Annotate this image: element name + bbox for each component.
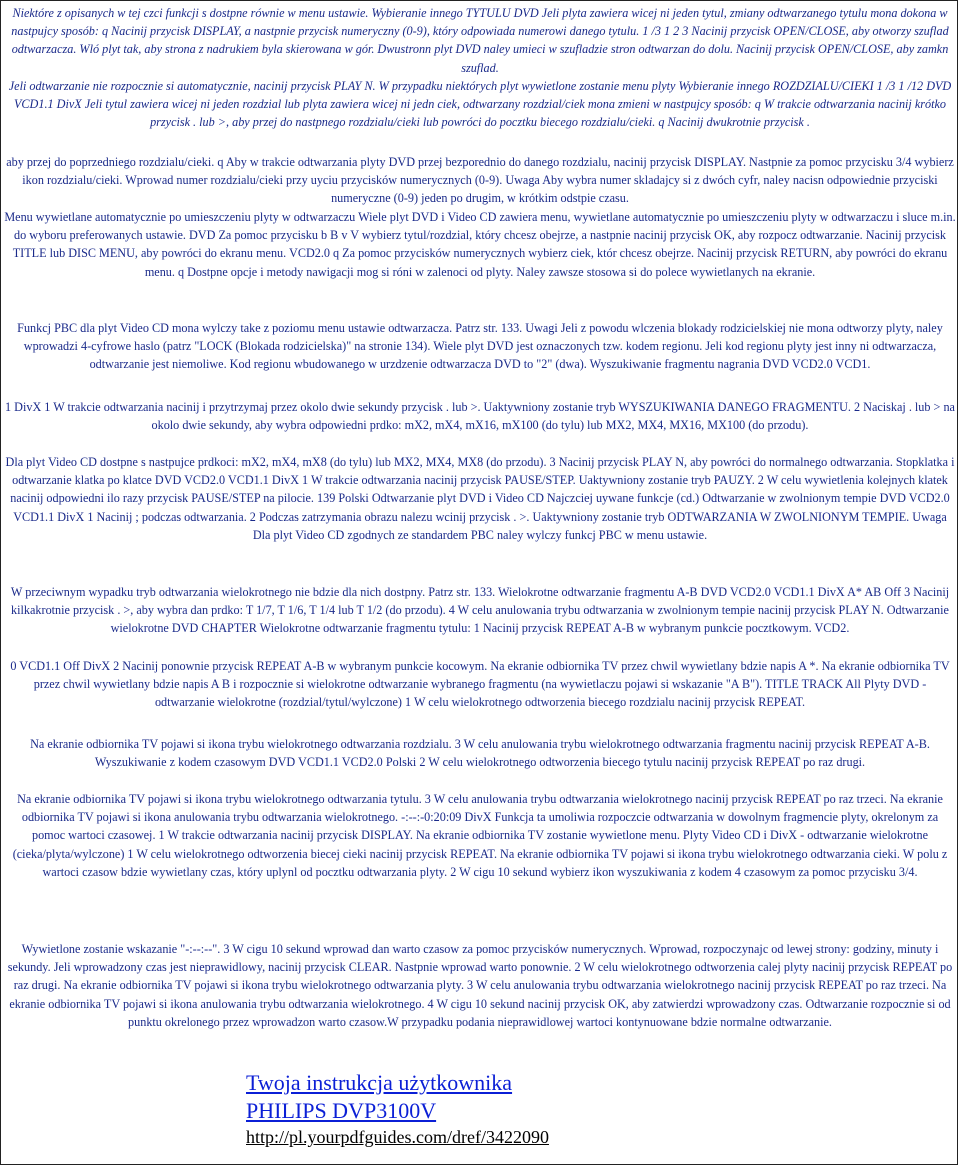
text-block-selecting-chapter: Jeli odtwarzanie nie rozpocznie si automatycznie, nacinij przycisk PLAY N. W przypadku niektórych plyt wywietlone zostanie menu plyty Wybieranie innego ROZDZIALU/CIEKI 1 /3 1 /12 DVD VCD1.1 DivX Jeli tytul zawiera wicej ni jeden rozdzial lub plyta zawiera wicej ni jedn ciek, odtwarzany rozdzial/ciek mona zmieni w nastpujcy sposób: q W trakcie odtwarzania nacinij krótko przycisk . lub >, aby przej do nastpnego rozdzialu/cieki lub powróci do pocztku biecego rozdzialu/cieki. q Nacinij dwukrotnie przycisk . [8, 79, 952, 130]
text-block-previous-chapter: aby przej do poprzedniego rozdzialu/cieki. q Aby w trakcie odtwarzania plyty DVD przej bezporednio do danego rozdzialu, nacinij przycisk DISPLAY. Nastpnie za pomoc przycisku 3/4 wybierz ikon rozdzialu/cieki. Wprowad numer rozdzialu/cieki przy uyciu przycisków numerycznych (0-9). Uwaga Aby wybra numer skladajcy si z dwóch cyfr, naley nacisn odpowiednie przyciski numeryczne (0-9) jeden po drugim, w krótkim odstpie czasu. [6, 155, 954, 206]
text-block-repeat-ab: W przeciwnym wypadku tryb odtwarzania wielokrotnego nie bdzie dla nich dostpny. Patrz str. 133. Wielokrotne odtwarzanie fragmentu A-B DVD VCD2.0 VCD1.1 DivX A* AB Off 3 Nacinij kilkakrotnie przycisk . >, aby wybra dan prdko: T 1/7, T 1/6, T 1/4 lub T 1/2 (do przodu). 4 W celu anulowania trybu odtwarzania w zwolnionym tempie nacinij przycisk PLAY N. Odtwarzanie wielokrotne DVD CHAPTER Wielokrotne odtwarzanie fragmentu tytulu: 1 Nacinij przycisk REPEAT A-B w wybranym punkcie pocztkowym. VCD2. [10, 585, 950, 636]
text-block-repeat-chapter: 0 VCD1.1 Off DivX 2 Nacinij ponownie przycisk REPEAT A-B w wybranym punkcie kocowym. Na ekranie odbiornika TV przez chwil wywietlany bdzie napis A *. Na ekranie odbiornika TV przez chwil wywietlany bdzie napis A B i rozpocznie si wielokrotne odtwarzanie wybranego fragmentu (na wywietlaczu pojawi si wskazanie "A B"). TITLE TRACK All Plyty DVD - odtwarzanie wielokrotne (rozdzial/tytul/wylczone) 1 W celu wielokrotnego odtworzenia biecego rozdzialu nacinij przycisk REPEAT. [10, 659, 950, 710]
text-block-still-frame-slow-motion: Dla plyt Video CD dostpne s nastpujce prdkoci: mX2, mX4, mX8 (do tylu) lub MX2, MX4, MX8 (do przodu). 3 Nacinij przycisk PLAY N, aby powróci do normalnego odtwarzania. Stopklatka i odtwarzanie klatka po klatce DVD VCD2.0 VCD1.1 DivX 1 W trakcie odtwarzania nacinij przycisk PAUSE/STEP. Uaktywniony zostanie tryb PAUZY. 2 W celu wywietlenia kolejnych klatek nacinij odpowiedni ilo razy przycisk PAUSE/STEP na pilocie. 139 Polski Odtwarzanie plyt DVD i Video CD Najczciej uywane funkcje (cd.) Odtwarzanie w zwolnionym tempie DVD VCD2.0 VCD1.1 DivX 1 Nacinij ; podczas odtwarzania. 2 Podczas zatrzymania obrazu nalezu wcinij przycisk . >. Uaktywniony zostanie tryb ODTWARZANIA W ZWOLNIONYM TEMPIE. Uwaga Dla plyt Video CD zgodnych ze standardem PBC naley wylczy funkcj PBC w menu ustawie. [5, 455, 955, 542]
text-block-pbc-notes: Funkcj PBC dla plyt Video CD mona wylczy take z poziomu menu ustawie odtwarzacza. Patrz str. 133. Uwagi Jeli z powodu wlczenia blokady rodzicielskiej nie mona odtworzy plyty, naley wprowadzi 4-cyfrowe haslo (patrz "LOCK (Blokada rodzicielska)" na stronie 134). Wiele plyt DVD jest oznaczonych tzw. kodem regionu. Jeli kod regionu plyty jest inny ni odtwarzacza, odtwarzanie jest niemoliwe. Kod regionu wbudowanego w urzdzenie odtwarzacza DVD to "2" (dwa). Wyszukiwanie fragmentu nagrania DVD VCD2.0 VCD1. [17, 321, 943, 372]
text-block-repeat-title: Na ekranie odbiornika TV pojawi si ikona trybu wielokrotnego odtwarzania rozdzialu. 3 W celu anulowania trybu wielokrotnego odtwarzania fragmentu nacinij przycisk REPEAT A-B. Wyszukiwanie z kodem czasowym DVD VCD1.1 VCD2.0 Polski 2 W celu wielokrotnego odtworzenia biecego tytulu nacinij przycisk REPEAT po raz drugi. [30, 737, 930, 770]
text-block-disc-menu: Menu wywietlane automatycznie po umieszczeniu plyty w odtwarzaczu Wiele plyt DVD i Video CD zawiera menu, wywietlane automatycznie po umieszczeniu plyty w odtwarzaczu i sluce m.in. do wyboru preferowanych ustawie. DVD Za pomoc przycisku b B v V wybierz tytul/rozdzial, który chcesz obejrze, a nastpnie nacinij przycisk OK, aby rozpocz odtwarzanie. Nacinij przycisk TITLE lub DISC MENU, aby powróci do ekranu menu. VCD2.0 q Za pomoc przycisków numerycznych wybierz ciek, któr chcesz obejrze. Nacinij przycisk RETURN, aby powróci do ekranu menu. q Dostpne opcje i metody nawigacji mog si róni w zalenoci od plyty. Naley zawsze stosowa si do polece wywietlanych na ekranie. [4, 210, 956, 279]
source-url-link[interactable]: http://pl.yourpdfguides.com/dref/3422090 [246, 1127, 549, 1147]
text-block-search-fragment: 1 DivX 1 W trakcie odtwarzania nacinij i przytrzymaj przez okolo dwie sekundy przycisk . lub >. Uaktywniony zostanie tryb WYSZUKIWANIA DANEGO FRAGMENTU. 2 Naciskaj . lub > na okolo dwie sekundy, aby wybra odpowiedni prdko: mX2, mX4, mX16, mX100 (do tylu) lub MX2, MX4, MX16, MX100 (do przodu). [5, 400, 955, 433]
text-block-time-search: Na ekranie odbiornika TV pojawi si ikona trybu wielokrotnego odtwarzania tytulu. 3 W celu anulowania trybu odtwarzania wielokrotnego nacinij przycisk REPEAT po raz trzeci. Na ekranie odbiornika TV pojawi si ikona anulowania trybu odtwarzania wielokrotnego. -:--:-0:20:09 DivX Funkcja ta umoliwia rozpoczcie odtwarzania w dowolnym fragmencie plyty, okrelonym za pomoc wartoci czasowej. 1 W trakcie odtwarzania nacinij przycisk DISPLAY. Na ekranie odbiornika TV zostanie wywietlone menu. Plyty Video CD i DivX - odtwarzanie wielokrotne (cieka/plyta/wylczone) 1 W celu wielokrotnego odtworzenia biecej cieki nacinij przycisk REPEAT. Na ekranie odbiornika TV pojawi si ikona trybu wielokrotnego odtwarzania cieki. W polu z wartoci czasow bdzie wywietlany czas, który uplynl od pocztku odtwarzania plyty. 2 W cigu 10 sekund wybierz ikon wyszukiwania z kodem 4 czasowym za pomoc przycisku 3/4. [12, 792, 948, 879]
text-block-time-entry: Wywietlone zostanie wskazanie "-:--:--". 3 W cigu 10 sekund wprowad dan warto czasow za pomoc przycisków numerycznych. Wprowad, rozpoczynajc od lewej strony: godziny, minuty i sekundy. Jeli wprowadzony czas jest nieprawidlowy, nacinij przycisk CLEAR. Nastpnie wprowad warto ponownie. 2 W celu wielokrotnego odtworzenia calej plyty nacinij przycisk REPEAT po raz drugi. Na ekranie odbiornika TV pojawi si ikona trybu wielokrotnego odtwarzania plyty. 3 W celu anulowania trybu odtwarzania wielokrotnego nacinij przycisk REPEAT po raz trzeci. Na ekranie odbiornika TV pojawi si ikona anulowania trybu odtwarzania wielokrotnego. 4 W cigu 10 sekund nacinij przycisk OK, aby zatwierdzi wprowadzony czas. Odtwarzanie rozpocznie si od punktu okrelonego przez wprowadzon warto czasow.W przypadku podania nieprawidlowej wartoci kontynuowane bdzie normalne odtwarzanie. [7, 942, 953, 1029]
manual-title-link[interactable]: Twoja instrukcja użytkownika [246, 1070, 513, 1095]
model-link[interactable]: PHILIPS DVP3100V [246, 1098, 437, 1123]
footer-links [246, 1069, 846, 1149]
text-block-selecting-title: Niektóre z opisanych w tej czci funkcji s dostpne równie w menu ustawie. Wybieranie innego TYTULU DVD Jeli plyta zawiera wicej ni jeden tytul, zmiany odtwarzanego tytulu mona dokona w nastpujcy sposób: q Nacinij przycisk DISPLAY, a nastpnie przycisk numeryczny (0-9), który odpowiada numerowi danego tytulu. 1 /3 1 2 3 Nacinij przycisk OPEN/CLOSE, aby otworzy szuflad odtwarzacza. Wló plyt tak, aby strona z nadrukiem byla skierowana w gór. Dwustronn plyt DVD naley umieci w szufladzie stron odtwarzan do dolu. Nacinij przycisk OPEN/CLOSE, aby zamkn szuflad. [11, 6, 949, 75]
